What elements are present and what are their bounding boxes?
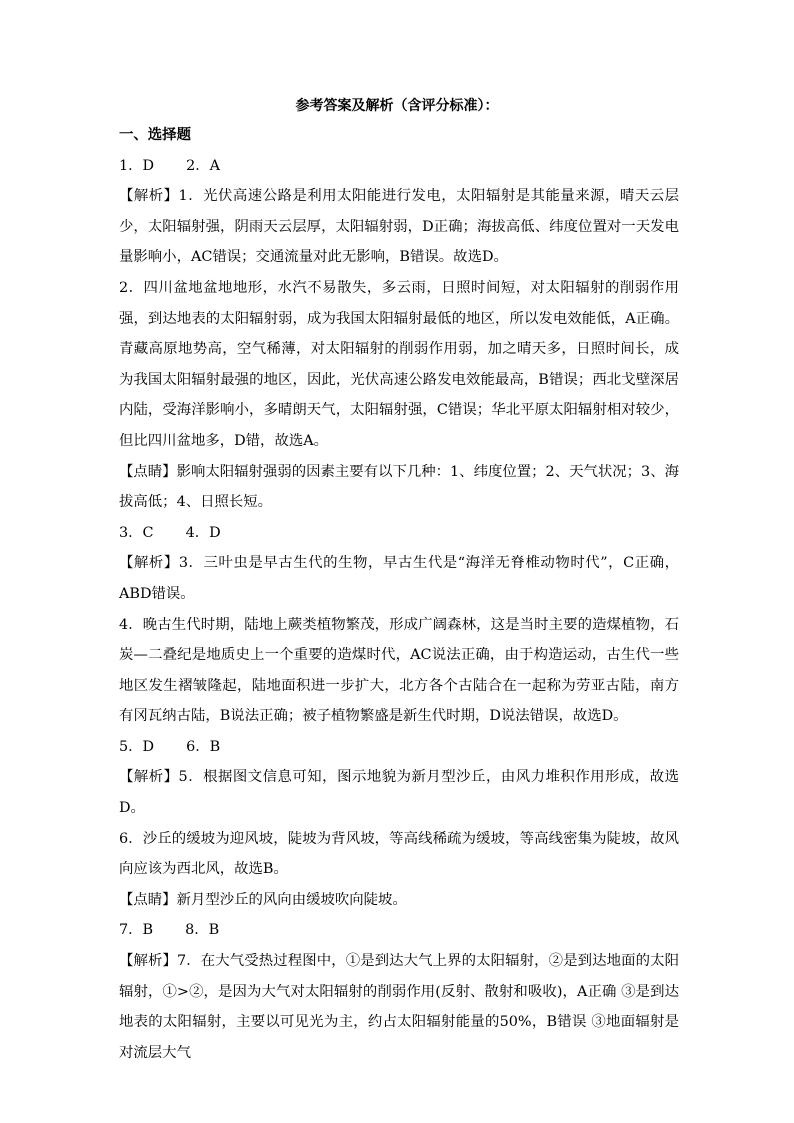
answer-key: 3．C [119, 524, 154, 541]
page-title: 参考答案及解析（含评分标准）： [295, 98, 499, 114]
analysis-paragraph: 6．沙丘的缓坡为迎风坡，陡坡为背风坡，等高线稀疏为缓坡，等高线密集为陡坡，故风向应该为西北风，故选B。 [119, 830, 679, 878]
answer-key: 4．D [185, 524, 221, 541]
answer-key: 8．B [185, 922, 220, 939]
analysis-paragraph: 【解析】5．根据图文信息可知，图示地貌为新月型沙丘，由风力堆积作用形成，故选D。 [119, 769, 679, 817]
analysis-paragraph: 2．四川盆地盆地地形，水汽不易散失，多云雨，日照时间短，对太阳辐射的削弱作用强，到达地表的太阳辐射弱，成为我国太阳辐射最低的地区，所以发电效能低，A正确。青藏高原地势高，空气稀薄，对太阳辐射的削弱作用弱，加之晴天多，日照时间长，成为我国太阳辐射最强的地区，因此，光伏高速公路发电效能最高，B错误；西北戈壁深居内陆，受海洋影响小，多晴朗天气，太阳辐射强，C错误；华北平原太阳辐射相对较少，但比四川盆地多，D错，故选A。 [119, 279, 679, 449]
answer-key: 7．B [119, 922, 154, 939]
analysis-paragraph: 【解析】7．在大气受热过程图中，①是到达大气上界的太阳辐射，②是到达地面的太阳辐射，①>②，是因为大气对太阳辐射的削弱作用(反射、散射和吸收)，A正确 ③是到达地表的太阳辐射，主要以可见光为主，约占太阳辐射能量的50%，B错误 ③地面辐射是对流层大气 [119, 953, 679, 1061]
analysis-paragraph: 【解析】1．光伏高速公路是利用太阳能进行发电，太阳辐射是其能量来源，晴天云层少，太阳辐射强，阴雨天云层厚，太阳辐射弱，D正确；海拔高低、纬度位置对一天发电量影响小，AC错误；交通流量对此无影响，B错误。故选D。 [119, 188, 679, 266]
answer-key: 5．D [119, 738, 155, 755]
answer-row [119, 732, 679, 763]
tip-paragraph: 【点睛】影响太阳辐射强弱的因素主要有以下几种：1、纬度位置；2、天气状况；3、海拔高低；4、日照长短。 [119, 463, 679, 511]
answer-row [119, 915, 679, 946]
section-heading: 一、选择题 [119, 126, 191, 143]
answer-content [119, 120, 679, 1068]
answer-key: 2．A [186, 157, 221, 174]
answer-row [119, 151, 679, 182]
answer-key: 1．D [119, 157, 155, 174]
answer-row [119, 518, 679, 549]
tip-paragraph: 【点睛】新月型沙丘的风向由缓坡吹向陡坡。 [119, 891, 407, 908]
analysis-paragraph: 【解析】3．三叶虫是早古生代的生物，早古生代是“海洋无脊椎动物时代”，C正确，ABD错误。 [119, 555, 679, 602]
answer-key: 6．B [186, 738, 221, 755]
analysis-paragraph: 4．晚古生代时期，陆地上蕨类植物繁茂，形成广阔森林，这是当时主要的造煤植物，石炭—二叠纪是地质史上一个重要的造煤时代，AC说法正确，由于构造运动，古生代一些地区发生褶皱隆起，陆地面积进一步扩大，北方各个古陆合在一起称为劳亚古陆，南方有冈瓦纳古陆，B说法正确；被子植物繁盛是新生代时期，D说法错误，故选D。 [119, 616, 679, 725]
